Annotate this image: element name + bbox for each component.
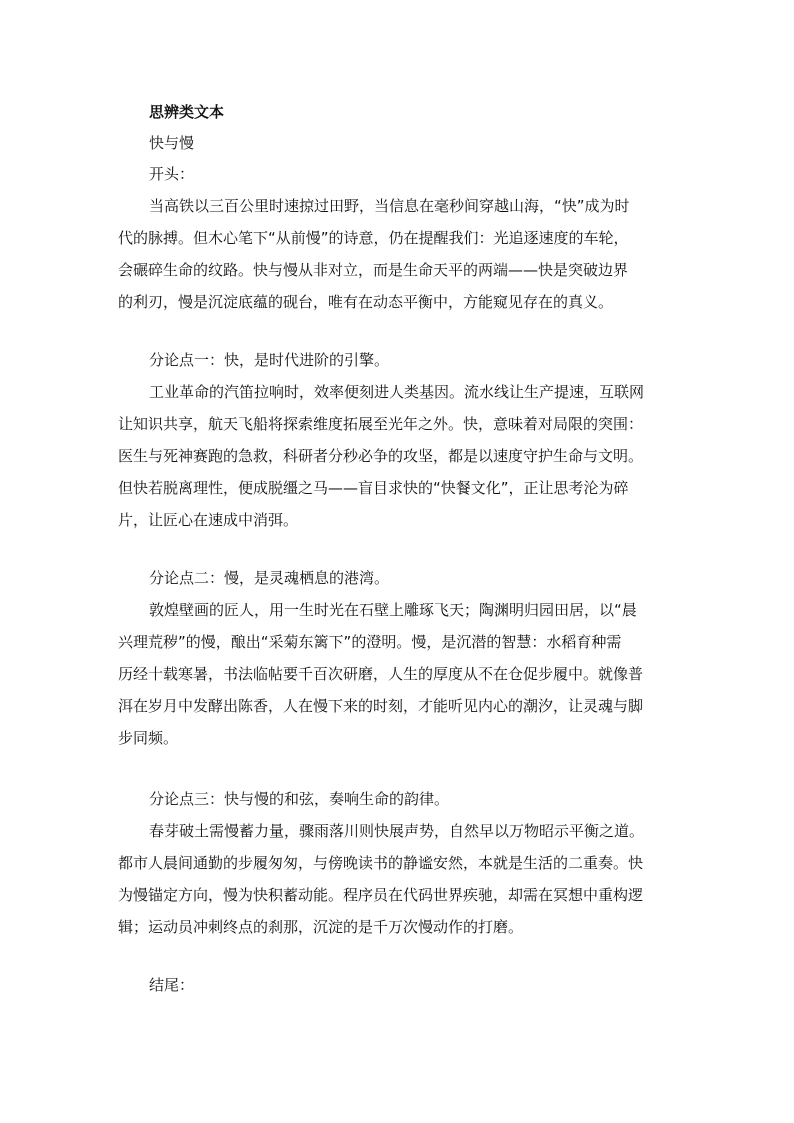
essay-title: 快与慢 — [149, 134, 195, 152]
opening-label: 开头： — [149, 165, 195, 183]
section-title: 思辨类文本 — [149, 103, 225, 121]
point-one-heading: 分论点一：快，是时代进阶的引擎。 — [149, 351, 390, 369]
paragraph-line: 会碾碎生命的纹路。快与慢从非对立，而是生命天平的两端——快是突破边界 — [118, 261, 629, 279]
paragraph-line: 但快若脱离理性，便成脱缰之马——盲目求快的“快餐文化”，正让思考沦为碎 — [118, 479, 629, 497]
paragraph-line: 敦煌壁画的匠人，用一生时光在石壁上雕琢飞天；陶渊明归园田居，以“晨 — [149, 601, 637, 619]
ending-label: 结尾： — [149, 976, 195, 994]
paragraph-line: 春芽破土需慢蓄力量，骤雨落川则快展声势，自然早以万物昭示平衡之道。 — [149, 822, 645, 840]
paragraph-line: 步同频。 — [118, 729, 179, 747]
paragraph-line: 历经十载寒暑，书法临帖要千百次研磨，人生的厚度从不在仓促步履中。就像普 — [118, 665, 644, 683]
paragraph-line: 当高铁以三百公里时速掠过田野，当信息在毫秒间穿越山海，“快”成为时 — [149, 197, 630, 215]
paragraph-line: 洱在岁月中发酵出陈香，人在慢下来的时刻，才能听见内心的潮汐，让灵魂与脚 — [118, 697, 644, 715]
paragraph-line: 代的脉搏。但木心笔下“从前慢”的诗意，仍在提醒我们：光追逐速度的车轮， — [118, 229, 629, 247]
point-three-heading: 分论点三：快与慢的和弦，奏响生命的韵律。 — [149, 790, 450, 808]
paragraph-line: 都市人晨间通勤的步履匆匆，与傍晚读书的静谧安然，本就是生活的二重奏。快 — [118, 854, 644, 872]
paragraph-line: 片，让匠心在速成中消弭。 — [118, 511, 299, 529]
paragraph-line: 兴理荒秽”的慢，酿出“采菊东篱下”的澄明。慢，是沉潜的智慧：水稻育种需 — [118, 633, 622, 651]
paragraph-line: 让知识共享，航天飞船将探索维度拓展至光年之外。快，意味着对局限的突围： — [118, 415, 644, 433]
paragraph-line: 的利刃，慢是沉淀底蕴的砚台，唯有在动态平衡中，方能窥见存在的真义。 — [118, 293, 614, 311]
paragraph-line: 医生与死神赛跑的急救，科研者分秒必争的攻坚，都是以速度守护生命与文明。 — [118, 447, 644, 465]
paragraph-line: 为慢锚定方向，慢为快积蓄动能。程序员在代码世界疾驰，却需在冥想中重构逻 — [118, 886, 644, 904]
point-two-heading: 分论点二：慢，是灵魂栖息的港湾。 — [149, 569, 390, 587]
paragraph-line: 辑；运动员冲刺终点的刹那，沉淀的是千万次慢动作的打磨。 — [118, 918, 524, 936]
paragraph-line: 工业革命的汽笛拉响时，效率便刻进人类基因。流水线让生产提速，互联网 — [149, 383, 645, 401]
